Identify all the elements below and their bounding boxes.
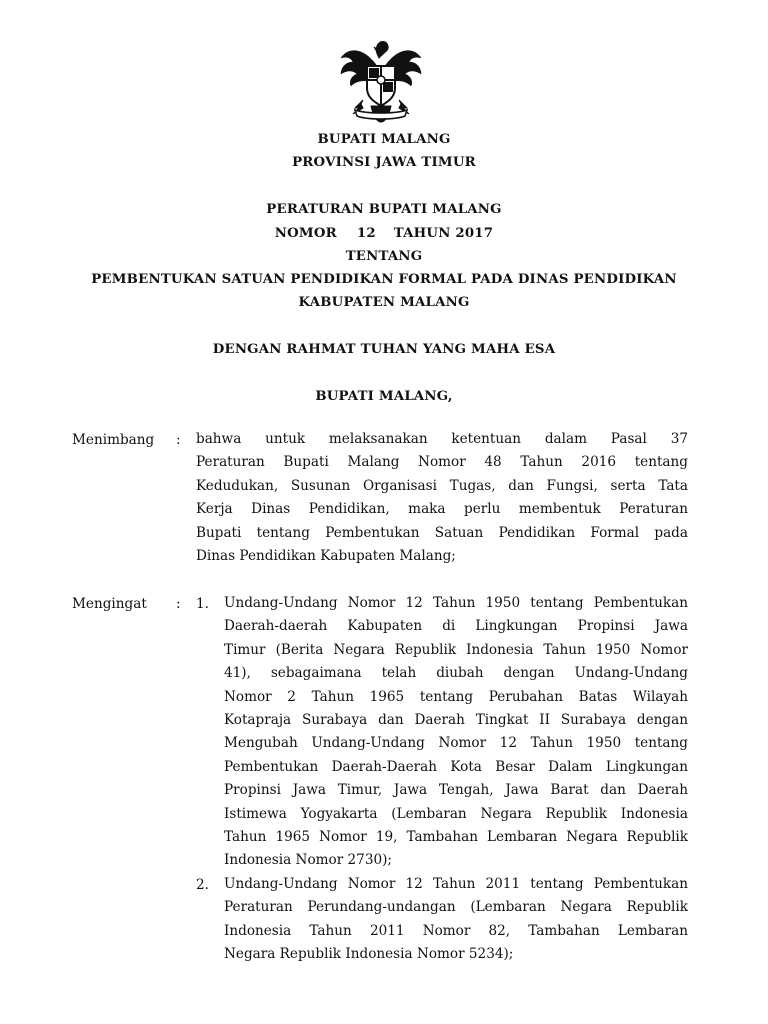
paragraph-line: Undang-Undang Nomor 12 Tahun 2011 tentang Pembentukan (224, 876, 688, 892)
mengingat-item-2-number: 2. (196, 877, 209, 893)
paragraph-line: Nomor 2 Tahun 1965 tentang Perubahan Batas Wilayah (224, 688, 688, 705)
paragraph-line: Negara Republik Indonesia Nomor 5234); (224, 946, 514, 963)
menimbang-colon: : (176, 432, 181, 448)
header-line2: PROVINSI JAWA TIMUR (292, 155, 476, 170)
paragraph-line: 41), sebagaimana telah diubah dengan Undang-Undang (224, 665, 688, 682)
menimbang-paragraph (196, 428, 688, 568)
nomor-label: NOMOR (274, 226, 337, 241)
bupati-line: BUPATI MALANG, (315, 389, 453, 404)
mengingat-item-1-paragraph (224, 592, 688, 873)
paragraph-line: Propinsi Jawa Timur, Jawa Tengah, Jawa Barat dan Daerah (224, 782, 688, 799)
paragraph-line: Kedudukan, Susunan Organisasi Tugas, dan Fungsi, serta Tata (196, 477, 688, 494)
paragraph-line: Tahun 1965 Nomor 19, Tambahan Lembaran Negara Republik (224, 828, 688, 845)
paragraph-line: Mengubah Undang-Undang Nomor 12 Tahun 1950 tentang (224, 735, 688, 752)
paragraph-line: Istimewa Yogyakarta (Lembaran Negara Republik Indonesia (224, 805, 688, 822)
paragraph-line: Kotapraja Surabaya dan Daerah Tingkat II Surabaya dengan (224, 711, 688, 728)
paragraph-line: Indonesia Nomor 2730); (224, 852, 393, 869)
paragraph-line: Pembentukan Daerah-Daerah Kota Besar Dalam Lingkungan (224, 758, 688, 775)
menimbang-label: Menimbang (72, 432, 155, 448)
subject-line1: PEMBENTUKAN SATUAN PENDIDIKAN FORMAL PADA DINAS PENDIDIKAN (91, 272, 677, 287)
mengingat-item-2-paragraph (224, 873, 688, 967)
paragraph-line: Kerja Dinas Pendidikan, maka perlu membentuk Peraturan (196, 501, 688, 518)
paragraph-line: Peraturan Perundang-undangan (Lembaran Negara Republik (224, 899, 688, 916)
header-line1: BUPATI MALANG (317, 132, 451, 147)
nomor-line (0, 226, 768, 241)
tentang-heading: TENTANG (345, 249, 423, 264)
paragraph-line: Undang-Undang Nomor 12 Tahun 1950 tentang Pembentukan (224, 595, 688, 611)
garuda-pancasila-emblem-icon (333, 36, 429, 126)
mengingat-label: Mengingat (72, 596, 147, 612)
paragraph-line: Timur (Berita Negara Republik Indonesia Tahun 1950 Nomor (224, 641, 688, 658)
subject-line2: KABUPATEN MALANG (298, 295, 470, 310)
mengingat-item-1-number: 1. (196, 596, 209, 612)
regulation-title: PERATURAN BUPATI MALANG (266, 202, 502, 217)
tahun-label: TAHUN 2017 (393, 226, 494, 241)
mengingat-colon: : (176, 596, 181, 612)
paragraph-line: bahwa untuk melaksanakan ketentuan dalam Pasal 37 (196, 431, 688, 447)
paragraph-line: Daerah-daerah Kabupaten di Lingkungan Propinsi Jawa (224, 618, 688, 635)
paragraph-line: Bupati tentang Pembentukan Satuan Pendidikan Formal pada (196, 524, 688, 541)
paragraph-line: Dinas Pendidikan Kabupaten Malang; (196, 547, 456, 564)
nomor-value: 12 (356, 226, 376, 241)
paragraph-line: Indonesia Tahun 2011 Nomor 82, Tambahan Lembaran (224, 922, 688, 939)
paragraph-line: Peraturan Bupati Malang Nomor 48 Tahun 2016 tentang (196, 454, 688, 471)
rahmat-line: DENGAN RAHMAT TUHAN YANG MAHA ESA (212, 342, 556, 357)
